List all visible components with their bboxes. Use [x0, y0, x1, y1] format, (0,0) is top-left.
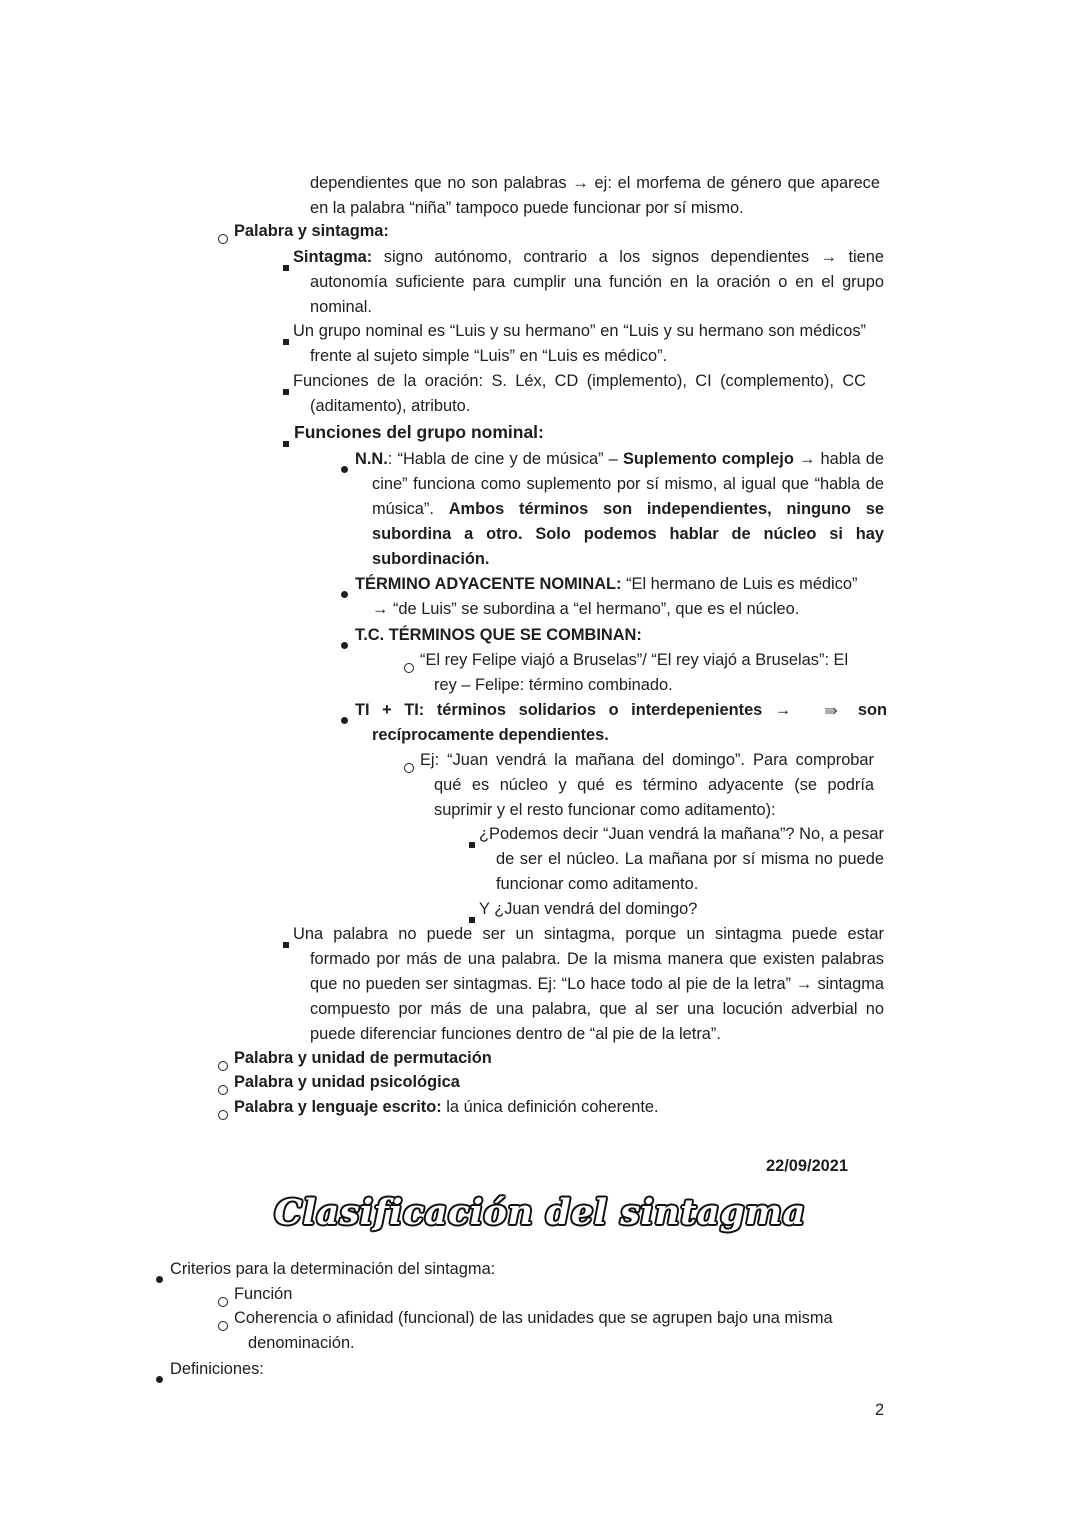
dot-bullet-icon [341, 707, 348, 732]
dot-bullet-icon [156, 1366, 163, 1391]
heading-palabra-y-sintagma: Palabra y sintagma: [234, 222, 389, 240]
text-criterios: Criterios para la determinación del sintagma: [170, 1260, 496, 1278]
circle-bullet-icon [218, 1054, 228, 1079]
text-grupo-nominal: Un grupo nominal es “Luis y su hermano” en “Luis y su hermano son médicos” frente al sujeto simple “Luis” en “Luis es médico”. [293, 322, 866, 365]
circle-bullet-icon [218, 1290, 228, 1315]
square-bullet-icon [283, 328, 289, 353]
label-suplemento-complejo: Suplemento complejo [622, 450, 794, 468]
text-ejemplo-juan: Ej: “Juan vendrá la mañana del domingo”. Para comprobar qué es núcleo y qué es término adyacente (se podría suprimir y el resto funcionar como aditamento): [420, 751, 874, 819]
item-funciones-oracion [293, 369, 866, 419]
dot-bullet-icon [341, 632, 348, 657]
text-funcion: Función [234, 1285, 293, 1303]
heading-unidad-permutacion: Palabra y unidad de permutación [234, 1049, 492, 1067]
label-sintagma: Sintagma: [293, 248, 373, 266]
text-sintagma: signo autónomo, contrario a los signos dependientes → tiene autonomía suficiente para cumplir una función en la oración o en el grupo nominal. [310, 248, 884, 316]
item-criterios [170, 1257, 770, 1282]
text-nn-example: : “Habla de cine y de música” – [387, 450, 618, 468]
dot-bullet-icon [341, 456, 348, 481]
item-podemos-decir [479, 822, 884, 897]
text-rey-felipe: “El rey Felipe viajó a Bruselas”/ “El rey viajó a Bruselas”: El rey – Felipe: término combinado. [420, 651, 849, 694]
text-definiciones: Definiciones: [170, 1360, 264, 1378]
text-palabra-no-sintagma: Una palabra no puede ser un sintagma, porque un sintagma puede estar formado por más de una palabra. De la misma manera que existen palabras que no pueden ser sintagmas. Ej: “Lo hace todo al pie de la letra” → sintagma compuesto por más de una palabra, que al ser una locución adverbial no puede diferenciar funciones dentro de “al pie de la letra”. [293, 925, 884, 1043]
heading-unidad-psicologica: Palabra y unidad psicológica [234, 1073, 460, 1091]
circle-bullet-icon [218, 1078, 228, 1103]
item-nn [355, 447, 885, 572]
item-grupo-nominal [293, 319, 866, 369]
item-rey-felipe [420, 648, 874, 698]
square-bullet-icon [283, 429, 289, 454]
continuation-text: dependientes que no son palabras → ej: el morfema de género que aparece en la palabra “niña” tampoco puede funcionar por sí mismo. [310, 174, 880, 217]
item-funciones-grupo-nominal [294, 420, 854, 445]
text-ti-ti-continuation: recíprocamente dependientes. [372, 726, 609, 744]
heading-funciones-grupo-nominal: Funciones del grupo nominal: [294, 422, 544, 442]
triple-arrow-icon: ⇛ [824, 701, 838, 720]
text-nn-explanation: → habla de cine” funciona como suplemento por sí mismo, al igual que “habla de música”. [372, 450, 884, 518]
circle-bullet-icon [218, 1314, 228, 1339]
text-ti-ti-son-wrapper [858, 698, 887, 723]
circle-bullet-icon [404, 756, 414, 781]
text-funciones-oracion: Funciones de la oración: S. Léx, CD (implemento), CI (complemento), CC (aditamento), atributo. [293, 372, 866, 415]
item-ti-ti [355, 698, 887, 744]
text-termino-adyacente: “El hermano de Luis es médico” → “de Luis” se subordina a “el hermano”, que es el núcleo. [372, 575, 858, 618]
text-podemos-decir: ¿Podemos decir “Juan vendrá la mañana”? No, a pesar de ser el núcleo. La mañana por sí misma no puede funcionar como aditamento. [479, 825, 884, 893]
circle-bullet-icon [404, 656, 414, 681]
item-termino-adyacente [355, 572, 872, 622]
text-lenguaje-escrito: la única definición coherente. [446, 1098, 659, 1116]
text-juan-domingo: Y ¿Juan vendrá del domingo? [479, 900, 698, 918]
item-unidad-permutacion [234, 1046, 834, 1071]
section-title: Clasificación del sintagma [274, 1192, 806, 1233]
page-number: 2 [875, 1401, 885, 1419]
item-sintagma [293, 245, 884, 320]
label-termino-adyacente: TÉRMINO ADYACENTE NOMINAL: [355, 575, 622, 593]
square-bullet-icon [283, 378, 289, 403]
text-coherencia: Coherencia o afinidad (funcional) de las unidades que se agrupen bajo una misma denominación. [234, 1309, 833, 1352]
square-bullet-icon [283, 254, 289, 279]
item-coherencia [234, 1306, 878, 1356]
circle-bullet-icon [218, 227, 228, 252]
item-lenguaje-escrito [234, 1095, 874, 1120]
label-nn: N.N. [355, 450, 388, 468]
date-label: 22/09/2021 [766, 1157, 849, 1175]
square-bullet-icon [469, 831, 475, 856]
heading-tc: T.C. TÉRMINOS QUE SE COMBINAN: [355, 626, 642, 644]
item-palabra-y-sintagma [234, 219, 884, 244]
continuation-paragraph [310, 171, 880, 221]
item-unidad-psicologica [234, 1070, 834, 1095]
text-ti-ti-heading: TI + TI: términos solidarios o interdepenientes → [355, 701, 792, 719]
item-palabra-no-sintagma [293, 922, 884, 1047]
item-ejemplo-juan [420, 748, 874, 823]
dot-bullet-icon [156, 1266, 163, 1291]
circle-bullet-icon [218, 1103, 228, 1128]
item-funcion [234, 1282, 734, 1307]
item-definiciones [170, 1357, 670, 1382]
square-bullet-icon [283, 931, 289, 956]
item-tc [355, 623, 855, 648]
heading-lenguaje-escrito: Palabra y lenguaje escrito: [234, 1098, 442, 1116]
text-ti-ti-son: son [857, 701, 887, 719]
text-nn-conclusion: Ambos términos son independientes, ninguno se subordina a otro. Solo podemos hablar de núcleo si hay subordinación. [372, 500, 885, 568]
item-juan-domingo [479, 897, 879, 922]
dot-bullet-icon [341, 581, 348, 606]
